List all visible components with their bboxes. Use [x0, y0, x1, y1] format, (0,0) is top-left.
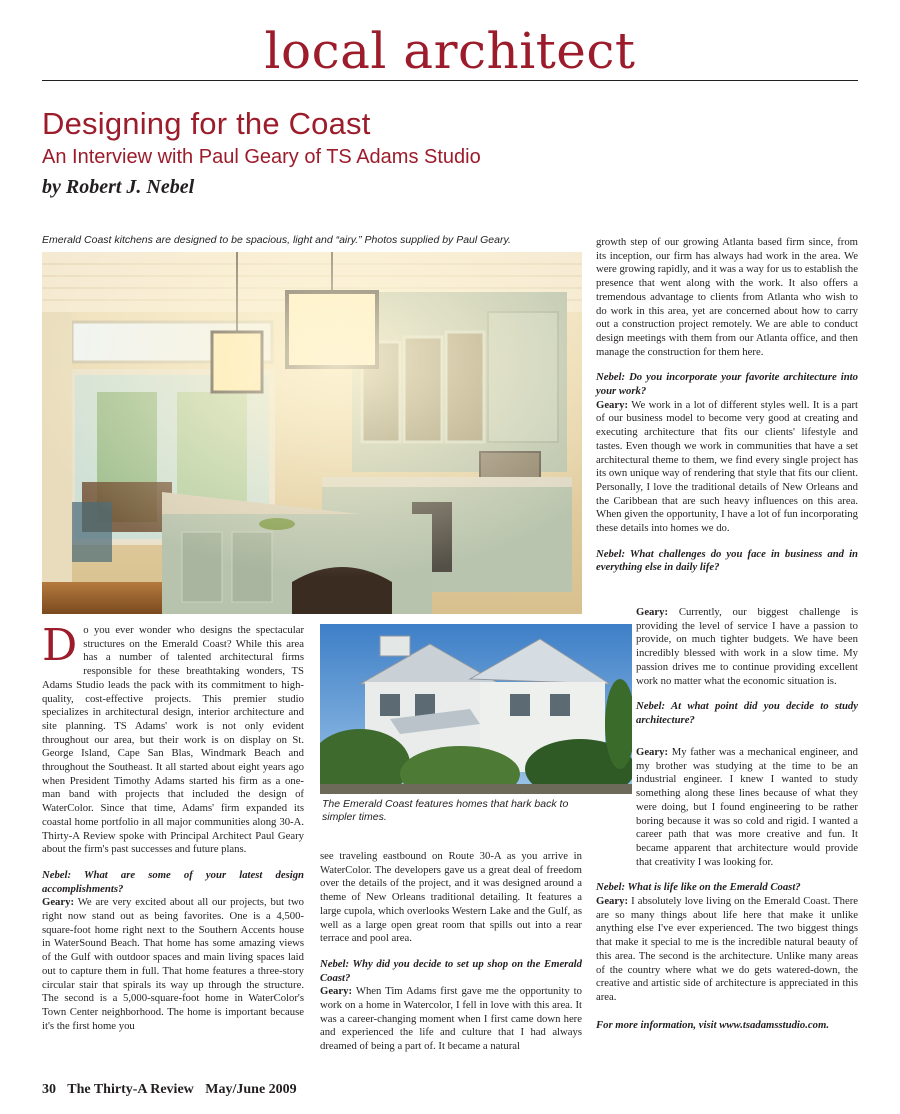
right-column-top	[596, 236, 858, 575]
answer-2: When Tim Adams first gave me the opportunity to work on a home in Watercolor, I fell in love with this area. It was a career-changing moment when I first came down here and experienced the life and culture that I had always dreamed of being a part of. It became a natural	[320, 985, 582, 1053]
section-title: local architect	[264, 22, 636, 80]
header-rule	[42, 80, 858, 81]
kitchen-photo-caption: Emerald Coast kitchens are designed to be spacious, light and “airy.” Photos supplied by Paul Geary.	[42, 234, 511, 246]
kitchen-photo	[42, 252, 582, 614]
intro-text: o you ever wonder who designs the spectacular structures on the Emerald Coast? While this area has a number of talented architectural firms responsible for these breathtaking wonders, TS Adams Studio leads the pack with its commitment to high-quality, cost-effective projects. This premier studio specializes in architectural design, interior architecture and site planning. TS Adams' work is not only evident throughout our area, but their work is on display on St. George Island, Cape San Blas, Windmark Beach and throughout the Southeast. It all started about eight years ago when President Timothy Adams started his firm as a one-man band with projects that included the design of WaterColor. Since that time, Adams' firm expanded its coastal home portfolio in all major communities along 30-A. Thirty-A Review spoke with Principal Architect Paul Geary about the firm's past successes and future plans.	[42, 624, 304, 856]
question-6: Nebel: What is life like on the Emerald Coast?	[596, 881, 801, 894]
answer-2-continued: growth step of our growing Atlanta based firm since, from its inception, our firm has always had work in the area. We were growing rapidly, and it was a way for us to establish the presence that went along with the work. It also offers a tremendous advantage to clients from Atlanta who wish to do work in this area, yet are concerned about how to carry out a construction project remotely. We are able to conduct design meetings with them from our Atlanta office, and then manage the construction for them here.	[596, 236, 858, 358]
issue-date: May/June 2009	[205, 1082, 297, 1097]
answer-1: We are very excited about all our projects, but two right now stand out as being favorites. One is a 4,500-square-foot home right next to the Southern Accents house in WaterSound Beach. That home has some amazing views of the Gulf with outdoor spaces and main living spaces laid out to capture them in full. That home features a three-story circular stair that spirals its way up through the structure. The second is a 5,000-square-foot home in WaterColor's Town Center neighborhood. The home is important because it's the first home you	[42, 896, 305, 1032]
question-1: Nebel: What are some of your latest design accomplishments?	[42, 868, 304, 895]
question-4: Nebel: What challenges do you face in business and in everything else in daily life?	[596, 547, 858, 574]
article-subhead: An Interview with Paul Geary of TS Adams Studio	[42, 146, 481, 168]
right-column-middle	[636, 606, 858, 728]
drop-cap: D	[42, 620, 78, 671]
answer-3-lead: Geary:	[596, 398, 629, 411]
page-number: 30	[42, 1082, 56, 1097]
answer-4: Currently, our biggest challenge is providing the level of service I have a passion to provide, on much tighter budgets. We have been incredibly blessed with work in a slow time. My passion drives me to continue providing excellent work no matter what the economic situation is.	[636, 606, 858, 687]
question-5: Nebel: At what point did you decide to study architecture?	[636, 700, 858, 726]
answer-1-lead: Geary:	[42, 896, 75, 909]
answer-4-lead: Geary:	[636, 606, 669, 618]
question-2: Nebel: Why did you decide to set up shop on the Emerald Coast?	[320, 957, 582, 984]
answer-2-lead: Geary:	[320, 985, 353, 998]
exterior-photo-caption: The Emerald Coast features homes that hark back to simpler times.	[322, 798, 569, 824]
more-info-link[interactable]: For more information, visit www.tsadamsstudio.com.	[596, 1018, 829, 1031]
page-footer	[42, 1082, 305, 1098]
publication-name: The Thirty-A Review	[67, 1082, 194, 1097]
answer-1-continued: see traveling eastbound on Route 30-A as you arrive in WaterColor. The developers gave us a great deal of freedom over the details of the project, and it was designed around a theme of New Orleans traditional detailing. It features a large cupola, which overlooks Western Lake and the Gulf, as well as a large open great room that spills out into a rear terrace and pool area.	[320, 850, 582, 945]
intro-column	[42, 620, 305, 1033]
right-column-bottom	[596, 746, 858, 1032]
answer-5: My father was a mechanical engineer, and my brother was studying at the time to be an industrial engineer. I knew I wanted to study something along these lines because of what they were doing, but I found engineering to be rather boring because it was so cold and rigid. I wanted a career path that was more creative and fun. It became apparent that architecture would provide that creativity I was looking for.	[636, 746, 858, 868]
answer-6-lead: Geary:	[596, 895, 629, 908]
exterior-photo	[320, 624, 632, 794]
answer-3: We work in a lot of different styles well. It is a part of our business model to become very good at creating and executing architecture that fits our clients' lifestyle and tastes. Even though we work in communities that have a set architectural theme to them, we find every single project has its own unique way of rendering that style that fits our client. Personally, I love the traditional details of New Orleans and the Caribbean that are such heavy influences on this area. When given the opportunity, I have a lot of fun incorporating these details into homes we do.	[596, 398, 858, 535]
question-3: Nebel: Do you incorporate your favorite architecture into your work?	[596, 371, 858, 398]
article-byline: by Robert J. Nebel	[42, 176, 195, 198]
article-headline: Designing for the Coast	[42, 106, 371, 141]
answer-5-lead: Geary:	[636, 746, 669, 758]
middle-column	[320, 850, 582, 1054]
answer-6: I absolutely love living on the Emerald Coast. There are so many things about life here that make it unlike anything else I've ever experienced. The two biggest things that make it special to me is the incredible natural beauty of this area. The second is the architecture. Unlike many areas of the country where what we do gets watered-down, the creative and artistic side of architecture is appreciated in this area.	[596, 895, 859, 1003]
